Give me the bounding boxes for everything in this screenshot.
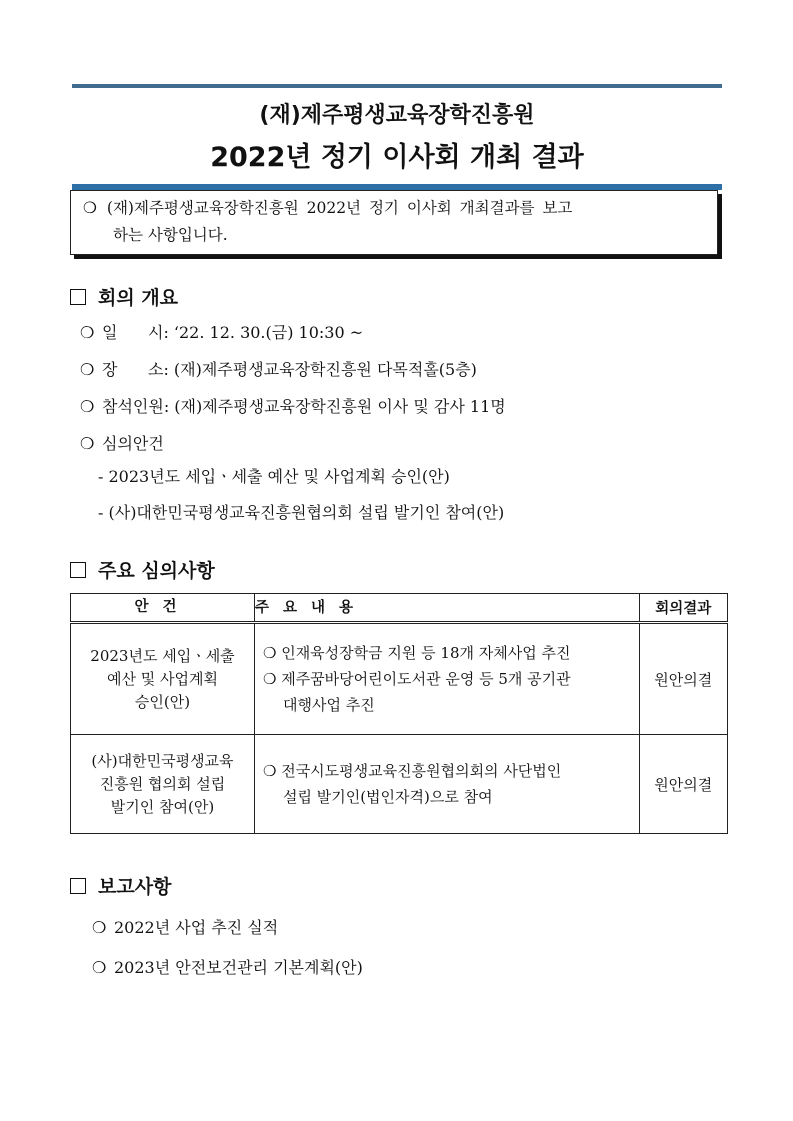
overview-item-place [80,357,477,380]
overview-item-label: 장 소 [102,360,164,379]
circle-bullet-icon: ❍ [80,397,95,416]
section-heading-overview-label: 회의 개요 [98,287,179,309]
overview-item-attendees [80,394,506,417]
section-heading-review [70,556,215,583]
column-header-agenda: 안건 [71,594,255,623]
agenda-cell: 2023년도 세입ㆍ세출 예산 및 사업계획 승인(안) [71,623,255,735]
circle-bullet-icon: ❍ [92,958,107,977]
overview-item-agenda [80,431,164,454]
content-cell: ❍ 인재육성장학금 지원 등 18개 자체사업 추진 ❍ 제주꿈바당어린이도서관 운영 등 5개 공기관 대행사업 추진 [254,623,639,735]
square-bullet-icon [70,562,86,578]
table-header-row [71,594,728,623]
summary-text-1: (재)제주평생교육장학진흥원 2022년 정기 이사회 개최결과를 보고 [106,199,573,217]
circle-bullet-icon: ❍ [92,918,107,937]
result-cell: 원안의결 [639,735,728,834]
summary-box [70,190,718,255]
square-bullet-icon [70,878,86,894]
report-item-text: 2022년 사업 추진 실적 [114,918,279,937]
overview-item-value: : ‘22. 12. 30.(금) 10:30 ~ [163,323,364,342]
column-header-content: 주요내용 [254,594,639,623]
report-item [92,915,278,938]
review-table [70,593,728,834]
circle-bullet-icon: ❍ [80,323,95,342]
circle-bullet-icon: ❍ [83,199,97,217]
report-item-text: 2023년 안전보건관리 기본계획(안) [114,958,363,977]
result-cell: 원안의결 [639,623,728,735]
overview-item-label: 참석인원 [102,397,164,416]
overview-item-label: 심의안건 [102,434,164,453]
document-header [72,84,722,190]
section-heading-report [70,872,171,899]
overview-item-value: : (재)제주평생교육장학진흥원 이사 및 감사 11명 [163,397,506,416]
header-top-rule [72,84,722,88]
overview-item-value: : (재)제주평생교육장학진흥원 다목적홀(5층) [163,360,477,379]
document-title: 2022년 정기 이사회 개최 결과 [210,142,584,173]
table-row [71,623,728,735]
agenda-subitem: - (사)대한민국평생교육진흥원협의회 설립 발기인 참여(안) [98,503,505,522]
section-heading-overview [70,283,178,310]
report-item [92,955,363,978]
square-bullet-icon [70,289,86,305]
overview-item-label: 일 시 [102,323,164,342]
org-title: (재)제주평생교육장학진흥원 [259,103,535,128]
content-cell: ❍ 전국시도평생교육진흥원협의회의 사단법인 설립 발기인(법인자격)으로 참여 [254,735,639,834]
table-row [71,735,728,834]
overview-item-date [80,320,363,343]
agenda-subitem: - 2023년도 세입ㆍ세출 예산 및 사업계획 승인(안) [98,467,450,486]
section-heading-review-label: 주요 심의사항 [98,560,215,582]
circle-bullet-icon: ❍ [80,434,95,453]
summary-line-2: 하는 사항입니다. [113,226,228,244]
circle-bullet-icon: ❍ [80,360,95,379]
column-header-result: 회의결과 [639,594,728,623]
agenda-cell: (사)대한민국평생교육 진흥원 협의회 설립 발기인 참여(안) [71,735,255,834]
section-heading-report-label: 보고사항 [98,876,172,898]
